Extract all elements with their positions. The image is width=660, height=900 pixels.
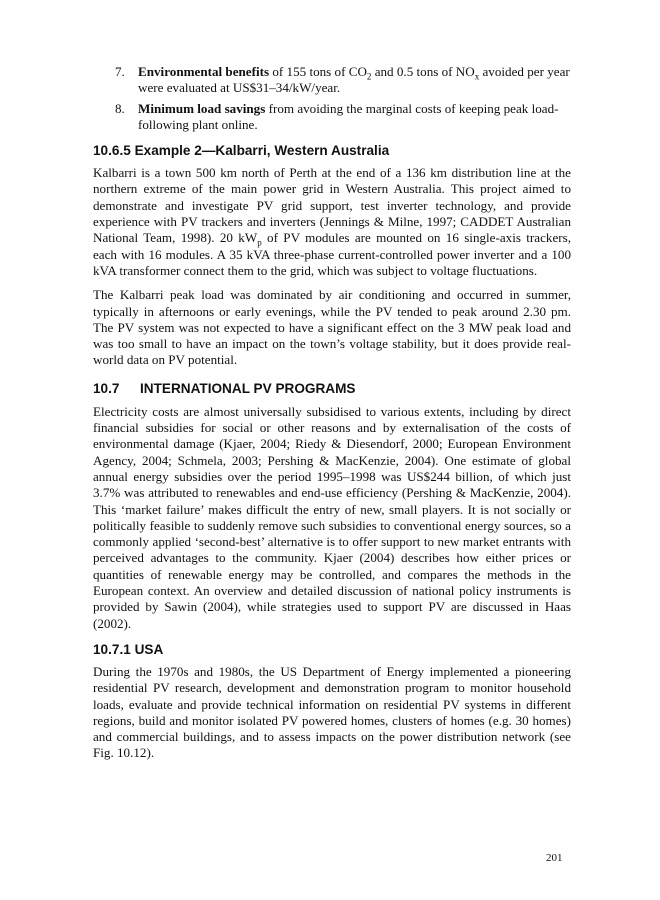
- list-term: Minimum load savings: [138, 100, 266, 116]
- list-text: of 155 tons of CO: [269, 64, 367, 79]
- heading-10-7: [93, 380, 571, 397]
- paragraph-usa: During the 1970s and 1980s, the US Department of Energy implemented a pioneering residential PV research, development and demonstration program to monitor household loads, evaluate and provide technical information on residential PV systems in different regions, build and monitor isolated PV powered homes, clusters of homes (e.g. 30 homes) and commercial buildings, and to assess impacts on the power distribution network (see Fig. 10.12).: [93, 663, 571, 761]
- heading-10-6-5: 10.6.5 Example 2—Kalbarri, Western Australia: [93, 143, 390, 159]
- list-item-7: [93, 64, 571, 97]
- section-number: 10.7: [93, 380, 120, 396]
- paragraph-kalbarri-intro: [93, 165, 571, 279]
- paragraph-subsidies: Electricity costs are almost universally subsidised to various extents, including by direct financial subsidies for social or other reasons and by externalisation of the costs of environmental damage (Kjaer, 2004; Riedy & Diesendorf, 2000; European Environment Agency, 2004; Schmela, 2003; Pershing & MacKenzie, 2004). One estimate of global annual energy subsidies over the period 1995–1998 was US$244 billion, of which just 3.7% was attributed to renewables and end-use efficiency (Pershing & MacKenzie, 2004). This ‘market failure’ makes difficult the entry of new, small players. It is not socially or politically feasible to suddenly remove such subsidies to conventional energy sources, so a commonly applied ‘second-best’ alternative is to offer support to new market entrants with perceived advantages to the community. Kjaer (2004) describes how either prices or quantities of renewable energy may be controlled, and compares the methods in the European context. An overview and detailed discussion of national policy instruments is provided by Sawin (2004), while strategies used to support PV are discussed in Haas (2002).: [93, 403, 571, 631]
- subscript: 2: [366, 71, 372, 82]
- list-text: from avoiding the marginal costs of keeping peak load-following plant online.: [138, 100, 559, 132]
- section-title: INTERNATIONAL PV PROGRAMS: [140, 380, 356, 396]
- paragraph-kalbarri-peak: The Kalbarri peak load was dominated by air conditioning and occurred in summer, typically in afternoons or early evenings, while the PV tended to peak around 2.30 pm. The PV system was not expected to have a significant effect on the 3 MW peak load and was too small to have an impact on the town’s voltage stability, but it does provide real-world data on PV potential.: [93, 287, 571, 368]
- list-text: avoided per year were evaluated at US$31–34/kW/year.: [138, 64, 570, 96]
- page-number: 201: [546, 852, 563, 864]
- subscript: p: [257, 237, 262, 248]
- list-item-8: [93, 101, 571, 134]
- paragraph-text: Kalbarri is a town 500 km north of Perth at the end of a 136 km distribution line at the northern extreme of the main power grid in Western Australia. This project aimed to demonstrate and investigate PV grid support, test inverter technology, and provide experience with PV trackers and inverters (Jennings & Milne, 1997; CADDET Australian National Team, 1998). 20 kW: [93, 165, 571, 246]
- list-number: 8.: [115, 100, 125, 116]
- subscript: x: [474, 71, 480, 82]
- heading-10-7-1: 10.7.1 USA: [93, 641, 164, 657]
- paragraph-text: of PV modules are mounted on 16 single-axis trackers, each with 16 modules. A 35 kVA three-phase current-controlled power inverter and a 100 kVA transformer connect them to the grid, which was subject to voltage fluctuations.: [93, 230, 571, 278]
- list-term: Environmental benefits: [138, 64, 270, 79]
- page-body: [93, 64, 571, 770]
- list-number: 7.: [115, 64, 125, 79]
- list-text: and 0.5 tons of NO: [371, 64, 475, 79]
